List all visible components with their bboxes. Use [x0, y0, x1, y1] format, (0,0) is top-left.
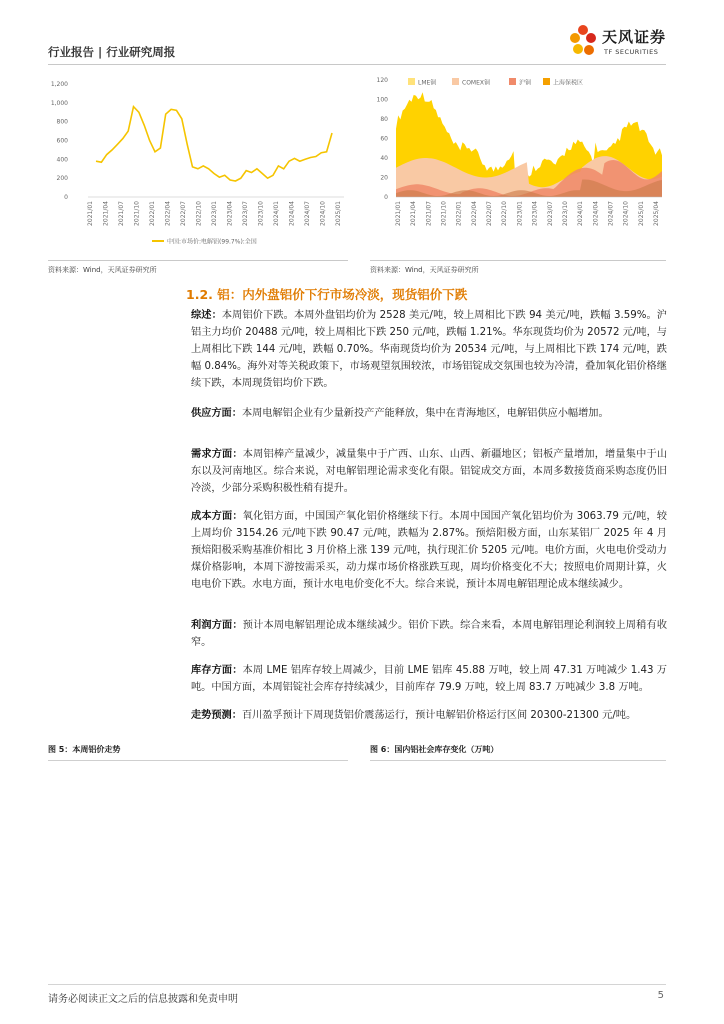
chart-right-legend-swatch: [543, 78, 550, 85]
page-number: 5: [657, 990, 664, 1001]
chart-left-x-tick: 2021/04: [102, 201, 110, 226]
chart-right-x-tick: 2021/10: [440, 201, 448, 226]
chart-right-x-tick: 2024/01: [577, 201, 585, 226]
chart-left-bottom-rule: [48, 260, 348, 261]
chart-left-x-tick: 2024/04: [288, 201, 296, 226]
chart-left-legend-label: 中国:市场价:电解铝(99.7%):全国: [167, 238, 257, 246]
chart-right-x-tick: 2022/10: [501, 201, 509, 226]
para-cost: 成本方面：氧化铝方面，中国国产氧化铝价格继续下行。本周中国国产氧化铝均价为 3063.79 元/吨，较上周均价 3154.26 元/吨下跌 90.47 元/吨，跌幅为 2.87%。预焙阳极方面，山东某铝厂 2025 年 4 月预焙阳极采购基准价相比 3 月价格上涨 139 元/吨，执行现汇价 5205 元/吨。电价方面，火电电价受动力煤价格影响，本周下游按需采买，动力煤市场价格涨跌互现，周均价格变化不大；按照电价周期计算，火电电价下跌。水电方面，预计水电电价变化不大。综合来说，预计本周电解铝理论成本继续减少。: [191, 511, 667, 590]
chart-right-x-tick: 2023/07: [546, 201, 554, 226]
chart-right-y-tick: 40: [380, 155, 388, 162]
chart-left-y-tick: 1,000: [50, 99, 68, 107]
source-note-right: 资料来源：Wind，天风证券研究所: [370, 266, 479, 274]
section-title: 1.2. 铝：内外盘铝价下行市场冷淡，现货铝价下跌: [186, 287, 468, 302]
chart-right-x-tick: 2021/07: [425, 201, 433, 226]
chart-left-x-tick: 2022/10: [195, 201, 203, 226]
chart-left-x-tick: 2024/01: [273, 201, 280, 226]
chart-left-x-tick: 2022/07: [180, 201, 187, 226]
figure-5-caption: 图 5：本周铝价走势: [48, 745, 121, 754]
chart-right-y-tick: 100: [376, 96, 388, 104]
chart-right-legend-swatch: [452, 78, 459, 85]
footer-disclaimer: 请务必阅读正文之后的信息披露和免责申明: [48, 994, 238, 1005]
para-overview: 综述：本周铝价下跌。本周外盘铝均价为 2528 美元/吨，较上周相比下跌 94 美元/吨，跌幅 3.59%。沪铝主力均价 20488 元/吨，较上周相比下跌 250 元/吨，跌幅 1.21%。华东现货均价为 20572 元/吨，与上周相比下跌 144 元/吨，跌幅 0.70%。华南现货均价为 20534 元/吨，与上周相比下跌 174 元/吨，跌幅 0.84%。海外对等关税政策下，市场观望氛围较浓，市场铝锭成交氛围也较为冷清，叠加氧化铝价格继续下跌，本周现货铝均价下跌。: [191, 310, 667, 389]
chart-right-legend-label: 上海保税区: [553, 79, 584, 87]
chart-right-legend-swatch: [509, 78, 516, 85]
para-profit: 利润方面：预计本周电解铝理论成本继续减少。铝价下跌。综合来看，本周电解铝理论利润较上周稍有收窄。: [191, 620, 668, 648]
chart-right-y-tick: 0: [384, 194, 388, 201]
chart-right-x-tick: 2024/10: [622, 201, 630, 226]
chart-right-y-tick: 20: [380, 174, 388, 182]
chart-left-series-line: [96, 107, 332, 181]
chart-right-y-tick: 120: [376, 77, 388, 84]
chart-right-y-tick: 60: [380, 135, 388, 143]
logo-flower-icon: [566, 22, 602, 62]
chart-right-x-tick: 2022/01: [455, 201, 463, 226]
chart-left-x-tick: 2024/10: [319, 201, 327, 226]
chart-left-x-tick: 2022/01: [149, 201, 156, 226]
chart-left-y-tick: 400: [56, 156, 68, 164]
chart-left-x-tick: 2021/07: [118, 201, 125, 226]
para-demand: 需求方面：本周铝棒产量减少，减量集中于广西、山东、山西、新疆地区；铝板产量增加，增量集中于山东以及河南地区。综合来说，对电解铝理论需求变化有限。铝锭成交方面，本周多数接货商采购态度仍旧冷淡，少部分采购积极性稍有提升。: [191, 449, 668, 494]
company-logo: [566, 22, 676, 62]
logo-text-en: TF SECURITIES: [604, 48, 659, 56]
chart-right-x-tick: 2024/04: [592, 201, 600, 226]
chart-right-x-tick: 2023/04: [531, 201, 539, 226]
header-divider: [48, 64, 666, 65]
chart-right-x-tick: 2025/04: [653, 201, 660, 226]
para-supply: 供应方面：本周电解铝企业有少量新投产产能释放，集中在青海地区，电解铝供应小幅增加。: [191, 408, 609, 419]
report-breadcrumb: 行业报告 | 行业研究周报: [48, 45, 176, 59]
chart-left-y-tick: 800: [56, 118, 68, 126]
chart-left-x-tick: 2023/01: [211, 201, 218, 226]
chart-right-x-tick: 2023/01: [516, 201, 524, 226]
logo-text-cn: 天风证券: [602, 28, 667, 46]
chart-aluminum-price: [48, 70, 348, 266]
chart-right-y-tick: 80: [380, 116, 388, 123]
chart-right-x-tick: 2023/10: [561, 201, 569, 226]
chart-left-x-tick: 2021/01: [87, 201, 94, 226]
chart-left-x-tick: 2021/10: [133, 201, 141, 226]
chart-right-x-tick: 2024/07: [607, 201, 615, 226]
chart-left-x-tick: 2025/01: [335, 201, 342, 226]
footer-divider: [48, 984, 666, 985]
chart-right-x-tick: 2022/07: [486, 201, 494, 226]
chart-right-legend-label: COMEX铜: [462, 79, 490, 87]
chart-right-x-tick: 2021/04: [410, 201, 418, 226]
chart-left-x-tick: 2022/04: [164, 201, 172, 226]
chart-right-x-tick: 2022/04: [470, 201, 478, 226]
para-inventory: 库存方面：本周 LME 铝库存较上周减少，目前 LME 铝库 45.88 万吨，较上周 47.31 万吨减少 1.43 万吨。中国方面，本周铝锭社会库存持续减少，目前库存 79.9 万吨，较上周 83.7 万吨减少 3.8 万吨。: [191, 665, 667, 693]
chart-copper-inventory: [370, 70, 666, 266]
source-note-left: 资料来源：Wind，天风证券研究所: [48, 266, 157, 274]
chart-right-x-tick: 2025/01: [637, 201, 645, 226]
chart-left-x-tick: 2024/07: [304, 201, 311, 226]
chart-left-x-tick: 2023/04: [226, 201, 234, 226]
chart-left-y-tick: 200: [56, 175, 68, 183]
chart-right-legend-label: 沪铜: [519, 79, 532, 87]
chart-left-x-tick: 2023/07: [242, 201, 249, 226]
chart-left-y-tick: 1,200: [50, 81, 68, 88]
chart-right-legend-swatch: [408, 78, 415, 85]
figure-5-rule: [48, 760, 348, 761]
chart-right-legend-label: LME铜: [418, 79, 437, 87]
chart-right-x-tick: 2021/01: [395, 201, 402, 226]
chart-right-bottom-rule: [370, 260, 666, 261]
chart-left-y-tick: 0: [64, 194, 68, 201]
figure-6-rule: [370, 760, 666, 761]
figure-6-caption: 图 6：国内铝社会库存变化（万吨）: [370, 745, 499, 754]
chart-left-y-tick: 600: [56, 137, 68, 145]
para-forecast: 走势预测：百川盈孚预计下周现货铝价震荡运行，预计电解铝价格运行区间 20300-21300 元/吨。: [191, 710, 637, 721]
chart-left-x-tick: 2023/10: [257, 201, 265, 226]
